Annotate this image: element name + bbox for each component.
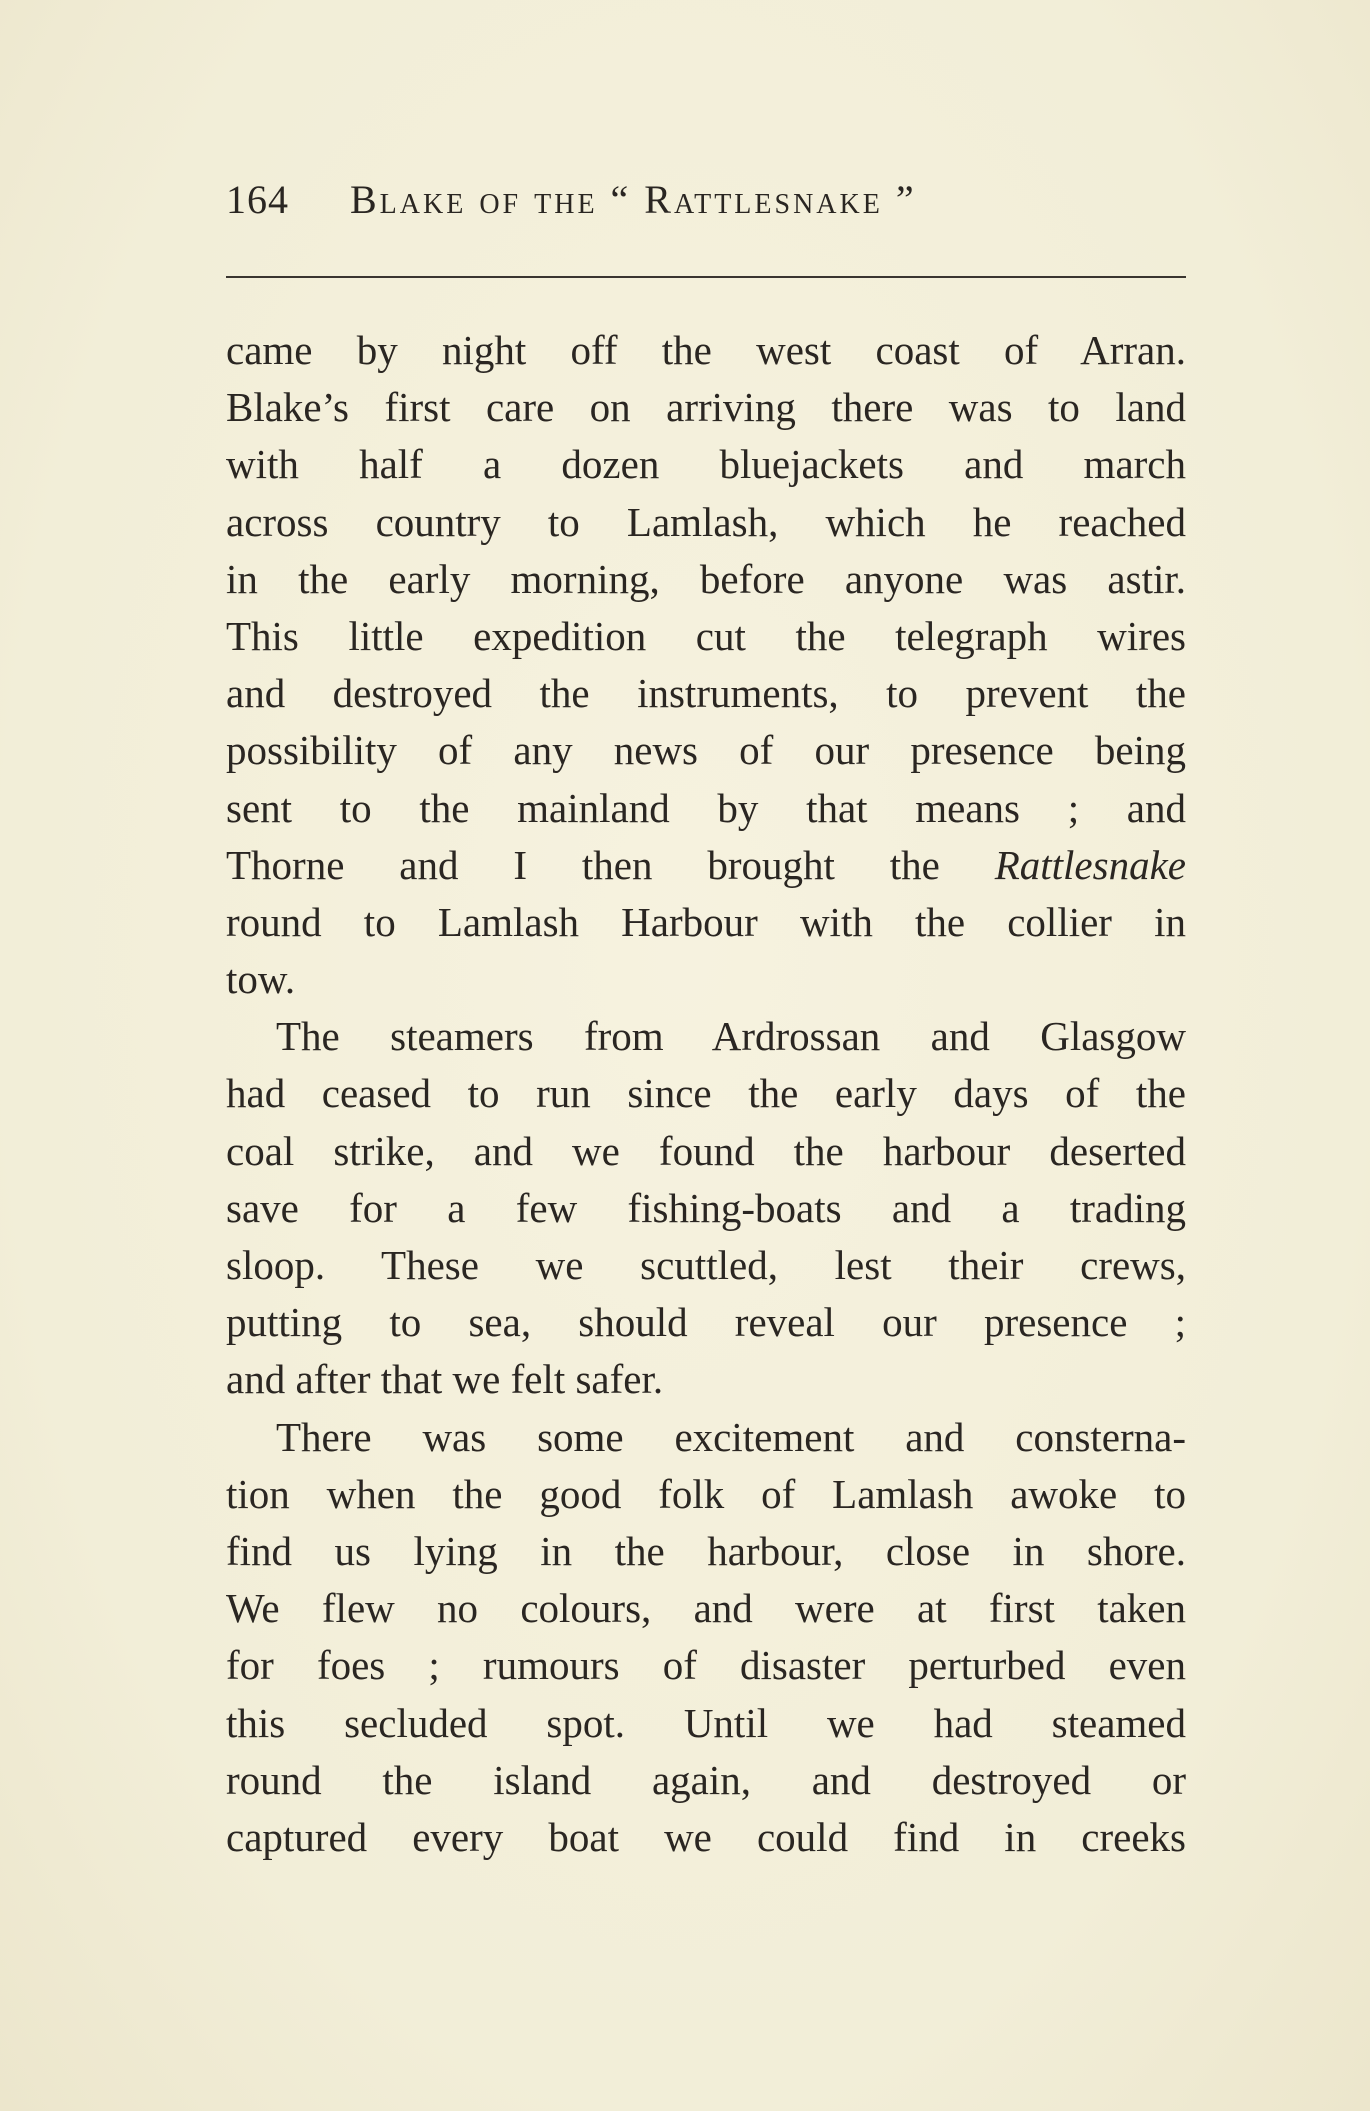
italic-ship-name: Rattlesnake bbox=[994, 841, 1186, 888]
text-line: save for a few fishing-boats and a trading bbox=[226, 1184, 1186, 1231]
text-line: had ceased to run since the early days of the bbox=[226, 1070, 1186, 1117]
text-line: We flew no colours, and were at first taken bbox=[226, 1585, 1186, 1632]
text-line: captured every boat we could find in creeks bbox=[226, 1813, 1186, 1860]
body-text bbox=[226, 322, 1186, 1866]
text-line: and after that we felt safer. bbox=[226, 1356, 664, 1403]
text-line: across country to Lamlash, which he reached bbox=[226, 498, 1186, 545]
text-line: The steamers from Ardrossan and Glasgow bbox=[276, 1013, 1186, 1060]
text-line-with-italic bbox=[226, 837, 1186, 894]
text-line: tow. bbox=[226, 956, 296, 1003]
text-segment: Thorne and I then brought the bbox=[226, 841, 995, 888]
text-line: in the early morning, before anyone was astir. bbox=[226, 555, 1186, 602]
text-line: Blake’s first care on arriving there was to land bbox=[226, 384, 1186, 431]
text-line: This little expedition cut the telegraph wires bbox=[226, 612, 1186, 659]
text-line: with half a dozen bluejackets and march bbox=[226, 441, 1186, 488]
text-line: round the island again, and destroyed or bbox=[226, 1756, 1186, 1803]
text-line: sloop. These we scuttled, lest their crews, bbox=[226, 1242, 1186, 1288]
header-rule bbox=[226, 276, 1186, 278]
text-line: possibility of any news of our presence being bbox=[226, 727, 1186, 774]
text-line: round to Lamlash Harbour with the collier in bbox=[226, 898, 1186, 945]
text-line: putting to sea, should reveal our presence ; bbox=[226, 1299, 1186, 1346]
running-title: Blake of the “ Rattlesnake ” bbox=[350, 177, 917, 222]
text-line: came by night off the west coast of Arran. bbox=[226, 327, 1186, 373]
text-line: this secluded spot. Until we had steamed bbox=[226, 1699, 1186, 1746]
text-line: sent to the mainland by that means ; and bbox=[226, 784, 1186, 831]
text-line: coal strike, and we found the harbour deserted bbox=[226, 1127, 1186, 1174]
text-line: tion when the good folk of Lamlash awoke to bbox=[226, 1470, 1186, 1517]
page-header bbox=[226, 176, 1186, 236]
text-line: find us lying in the harbour, close in shore. bbox=[226, 1527, 1186, 1574]
text-line: There was some excitement and consterna- bbox=[276, 1413, 1186, 1460]
text-line: and destroyed the instruments, to prevent the bbox=[226, 670, 1186, 717]
page-number: 164 bbox=[226, 177, 289, 222]
text-line: for foes ; rumours of disaster perturbed even bbox=[226, 1642, 1186, 1689]
